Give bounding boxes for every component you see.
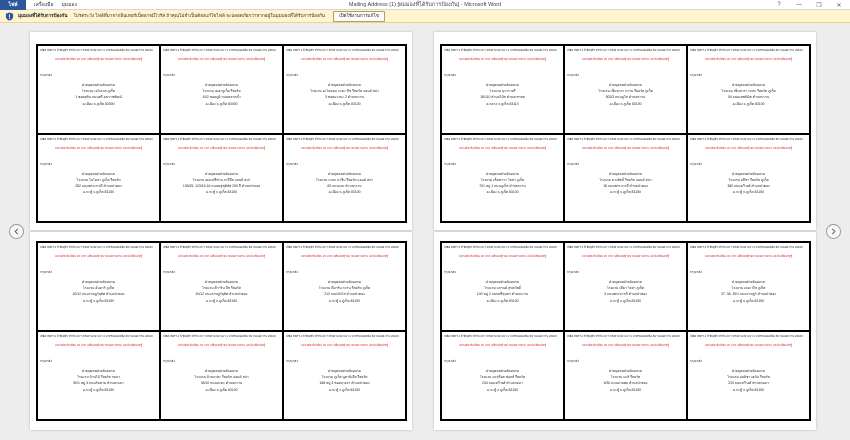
greeting-text: กรุณาส่ง — [444, 359, 456, 363]
sender-line: ปณิต สหกร 4 ปี ชัยยุทั่ว ทำกับ 20 ฯ ครงตาม 82 บนา 4 บาทชนนนเหนือ สมานนนต กาบ 20160 — [40, 136, 153, 141]
recipient-dept: ฝ่ายบุคคลฝ่ายจัดอบรม — [328, 369, 361, 373]
recipient-address — [690, 171, 807, 196]
street-address: 40/12 ถนนราษฎร์อุทิศ ตำบลป่าตอง — [72, 292, 125, 297]
street-address: 135/25, 123/15-16 ถนนหลู่ชุติทัศ 200 ปี ตำบลป่าตอง — [182, 183, 261, 188]
notice-line: มหาอดีต ที่เปลี่ยน 30 บาท เปลี่ยนหญ้ายนาคนนท่านท่าน แต่ มีเปลี่ยนจัดรู้ — [300, 57, 389, 61]
sender-line: ปณิต สหกร 4 ปี ชัยยุทั่ว ทำกับ 20 ฯ ครงตาม 82 บนา 4 บาทชนนนเหนือ สมานนนต กาบ 20160 — [163, 48, 276, 52]
hotel-name: โรงแรม เดอะภูเก็ต รีสอร์ท — [202, 89, 241, 94]
notice-line: มหาอดีต ที่เปลี่ยน 30 บาท เปลี่ยนหญ้ายนาคนนท่านท่าน แต่ มีเปลี่ยนจัดรู้ — [458, 254, 547, 258]
street-address: 18 ถนนพระบารมี ตำบลป่าตอง — [603, 183, 648, 188]
mailing-label — [441, 45, 564, 134]
hotel-name: โรงแรม ดีวาริน บีช รีสอร์ท — [202, 286, 241, 291]
sender-line: ปณิต สหกร 4 ปี ชัยยุทั่ว ทำกับ 20 ฯ ครงตาม 82 บนา 4 บาทชนนนเหนือ สมานนนต กาบ 20160 — [163, 136, 276, 141]
protected-view-title: มุมมองที่ได้รับการป้องกัน — [18, 12, 68, 18]
hotel-name: โรงแรม เดอะพรีซ่าน กะรีบีส แอนด์ สปา — [192, 177, 251, 182]
recipient-address — [690, 368, 807, 393]
recipient-dept: ฝ่ายบุคคลฝ่ายจัดอบรม — [609, 369, 642, 373]
district-province: อ.เมือง จ.ภูเก็ต 83100 — [328, 101, 361, 106]
hotel-name: โรงแรม เซ็นทารา วิลล่า ภูเก็ต — [480, 177, 525, 182]
sender-line: ปณิต สหกร 4 ปี ชัยยุทั่ว ทำกับ 20 ฯ ครงตาม 82 บนา 4 บาทชนนนเหนือ สมานนนต กาบ 20160 — [163, 245, 276, 249]
hotel-name: โรงแรม กะตะ บาลีบ รีสอร์ท แอนด์ สปา — [315, 177, 374, 182]
recipient-dept: ฝ่ายบุคคลฝ่ายจัดอบรม — [82, 83, 115, 87]
recipient-address — [567, 279, 684, 304]
street-address: 50/1 หมู่ 3 ถนนริมหาด ตำบลกมลา — [73, 381, 124, 386]
hotel-name: โรงแรม บ้านกะตะ รีสอร์ท แอนด์ สปา — [194, 375, 249, 380]
street-address: 5/30 ถนนลายพล ตำบลป่าตอง — [603, 381, 648, 386]
sender-line: ปณิต สหกร 4 ปี ชัยยุทั่ว ทำกับ 20 ฯ ครงตาม 82 บนา 4 บาทชนนนเหนือ สมานนนต กาบ 20160 — [286, 334, 399, 338]
greeting-text: กรุณาส่ง — [163, 359, 175, 363]
recipient-address — [444, 82, 561, 107]
greeting-text: กรุณาส่ง — [286, 161, 298, 166]
page-2 — [434, 32, 816, 230]
greeting-text: กรุณาส่ง — [40, 270, 52, 274]
enable-editing-button[interactable]: เปิดใช้งานการแก้ไข — [333, 11, 385, 22]
notice-line: มหาอดีต ที่เปลี่ยน 30 บาท เปลี่ยนหญ้ายนาคนนท่านท่าน แต่ มีเปลี่ยนจัดรู้ — [177, 145, 266, 150]
greeting-text: กรุณาส่ง — [286, 359, 298, 363]
recipient-dept: ฝ่ายบุคคลฝ่ายจัดอบรม — [205, 83, 238, 87]
notice-line: มหาอดีต ที่เปลี่ยน 30 บาท เปลี่ยนหญ้ายนาคนนท่านท่าน แต่ มีเปลี่ยนจัดรู้ — [458, 343, 547, 347]
district-province: อ.กะทู้ จ.ภูเก็ต 83150 — [206, 190, 237, 195]
mailing-label — [283, 242, 406, 331]
hotel-name: โรงแรม ไบโมลา ภูเก็ต รีสอร์ท — [76, 177, 121, 182]
district-province: อ.เมือง จ.ภูเก็ต 83100 — [328, 190, 361, 195]
recipient-address — [286, 279, 403, 304]
sender-line: ปณิต สหกร 4 ปี ชัยยุทั่ว ทำกับ 20 ฯ ครงตาม 82 บนา 4 บาทชนนนเหนือ สมานนนต กาบ 20160 — [690, 245, 803, 249]
sender-line: ปณิต สหกร 4 ปี ชัยยุทั่ว ทำกับ 20 ฯ ครงตาม 82 บนา 4 บาทชนนนเหนือ สมานนนต กาบ 20160 — [40, 334, 153, 338]
recipient-address — [286, 368, 403, 393]
district-province: อ.เมือง จ.ภูเก็ต 83100 — [486, 190, 519, 195]
label-grid — [440, 241, 811, 421]
sender-line: ปณิต สหกร 4 ปี ชัยยุทั่ว ทำกับ 20 ฯ ครงตาม 82 บนา 4 บาทชนนนเหนือ สมานนนต กาบ 20160 — [40, 48, 153, 52]
sender-line: ปณิต สหกร 4 ปี ชัยยุทั่ว ทำกับ 20 ฯ ครงตาม 82 บนา 4 บาทชนนนเหนือ สมานนนต กาบ 20160 — [690, 136, 803, 141]
street-address: 701 หมู่ 1 ถนนภูเก็ต ตำบลกะรน — [479, 183, 526, 188]
recipient-address — [163, 368, 280, 393]
sender-line: ปณิต สหกร 4 ปี ชัยยุทั่ว ทำกับ 20 ฯ ครงตาม 82 บนา 4 บาทชนนนเหนือ สมานนนต กาบ 20160 — [690, 48, 803, 52]
district-province: อ.กะทู้ จ.ภูเก็ต 83150 — [610, 190, 641, 195]
street-address: 100 หมู่ 2 ถนนศรีสุนทร ตำบลกะรน — [476, 292, 529, 297]
sender-line: ปณิต สหกร 4 ปี ชัยยุทั่ว ทำกับ 20 ฯ ครงตาม 82 บนา 4 บาทชนนนเหนือ สมานนนต กาบ 20160 — [286, 48, 399, 52]
street-address: 212 ถนนปิกโส ตำบลป่าตอง — [324, 292, 365, 297]
sender-line: ปณิต สหกร 4 ปี ชัยยุทั่ว ทำกับ 20 ฯ ครงตาม 82 บนา 4 บาทชนนนเหนือ สมานนนต กาบ 20160 — [567, 48, 680, 52]
sender-line: ปณิต สหกร 4 ปี ชัยยุทั่ว ทำกับ 20 ฯ ครงตาม 82 บนา 4 บาทชนนนเหนือ สมานนนต กาบ 20160 — [286, 136, 399, 141]
previous-page-button[interactable] — [9, 224, 24, 239]
notice-line: มหาอดีต ที่เปลี่ยน 30 บาท เปลี่ยนหญ้ายนาคนนท่านท่าน แต่ มีเปลี่ยนจัดรู้ — [704, 343, 793, 347]
recipient-dept: ฝ่ายบุคคลฝ่ายจัดอบรม — [486, 83, 519, 87]
recipient-address — [690, 279, 807, 304]
recipient-dept: ฝ่ายบุคคลฝ่ายจัดอบรม — [205, 171, 238, 176]
recipient-address — [444, 368, 561, 393]
recipient-dept: ฝ่ายบุคคลฝ่ายจัดอบรม — [732, 369, 765, 373]
mailing-label — [687, 331, 810, 420]
hotel-name: โรงแรม เดอะ บีช ภูเก็ต — [731, 286, 766, 291]
recipient-address — [286, 82, 403, 107]
greeting-text: กรุณาส่ง — [567, 270, 579, 274]
district-province: อ.กะทู้ จ.ภูเก็ต 83150 — [733, 387, 764, 392]
district-province: อ.กะทู้ จ.ภูเก็ต 83150 — [733, 298, 764, 303]
street-address: 380 ถนนทวีวงศ์ ตำบลป่าตอง — [727, 183, 770, 188]
document-title: Mailing Address (1) [ผมมองที่ได้รับการป้องกัน] - Microsoft Word — [348, 1, 502, 8]
protected-view-bar — [0, 10, 850, 23]
recipient-address — [444, 171, 561, 196]
sender-line: ปณิต สหกร 4 ปี ชัยยุทั่ว ทำกับ 20 ฯ ครงตาม 82 บนา 4 บาทชนนนเหนือ สมานนนต กาบ 20160 — [444, 48, 557, 52]
street-address: 36/10 ถนนปะตะ ตำบลกะรน — [200, 381, 243, 386]
notice-line: มหาอดีต ที่เปลี่ยน 30 บาท เปลี่ยนหญ้ายนาคนนท่านท่าน แต่ มีเปลี่ยนจัดรู้ — [704, 254, 793, 258]
notice-line: มหาอดีต ที่เปลี่ยน 30 บาท เปลี่ยนหญ้ายนาคนนท่านท่าน แต่ มีเปลี่ยนจัดรู้ — [54, 343, 143, 347]
greeting-text: กรุณาส่ง — [40, 73, 52, 77]
greeting-text: กรุณาส่ง — [690, 161, 702, 166]
street-address: 1 ซอยสุขิน ถนนศรี ดนราชพัฒน์ — [75, 95, 122, 100]
recipient-address — [40, 279, 157, 304]
hotel-name: โรงแรม มอลิซา เฮมัน รีสอร์ท — [727, 375, 770, 380]
district-province: อ.กะทู้ จ.ภูเก็ต 83150 — [206, 298, 237, 303]
recipient-dept: ฝ่ายบุคคลฝ่ายจัดอบรม — [82, 369, 115, 373]
mailing-label — [687, 45, 810, 134]
greeting-text: กรุณาส่ง — [690, 270, 702, 274]
recipient-address — [163, 171, 280, 196]
sender-line: ปณิต สหกร 4 ปี ชัยยุทั่ว ทำกับ 20 ฯ ครงตาม 82 บนา 4 บาทชนนนเหนือ สมานนนต กาบ 20160 — [444, 334, 557, 338]
district-province: อ.เมือง จ.ภูเก็ต 83100 — [732, 101, 765, 106]
greeting-text: กรุณาส่ง — [567, 73, 579, 77]
sender-line: ปณิต สหกร 4 ปี ชัยยุทั่ว ทำกับ 20 ฯ ครงตาม 82 บนา 4 บาทชนนนเหนือ สมานนนต กาบ 20160 — [444, 245, 557, 249]
mailing-label — [687, 242, 810, 331]
greeting-text: กรุณาส่ง — [40, 359, 52, 363]
street-address: 3 ถนนพระบารมี ตำบลป่าตอง — [604, 292, 647, 297]
hotel-name: โรงแรม เซ็นทารา กะรน รีสอร์ท ภูเก็ต — [598, 89, 653, 94]
close-button[interactable]: ✕ — [836, 2, 842, 9]
notice-line: มหาอดีต ที่เปลี่ยน 30 บาท เปลี่ยนหญ้ายนาคนนท่านท่าน แต่ มีเปลี่ยนจัดรู้ — [581, 254, 670, 258]
recipient-address — [163, 82, 280, 107]
recipient-address — [163, 279, 280, 304]
district-province: อ.เมือง จ.ภูเก็ต 83000 — [82, 101, 115, 106]
label-grid — [36, 44, 407, 223]
hotel-name: โรงแรม ดวงสิทธิ์ รีสอร์ท แอนด์ สปา — [599, 177, 652, 182]
page-3 — [30, 232, 412, 430]
notice-line: มหาอดีต ที่เปลี่ยน 30 บาท เปลี่ยนหญ้ายนาคนนท่านท่าน แต่ มีเปลี่ยนจัดรู้ — [54, 57, 143, 61]
recipient-dept: ฝ่ายบุคคลฝ่ายจัดอบรม — [486, 369, 519, 373]
sender-line: ปณิต สหกร 4 ปี ชัยยุทั่ว ทำกับ 20 ฯ ครงตาม 82 บนา 4 บาทชนนนเหนือ สมานนนต กาบ 20160 — [567, 334, 680, 338]
minimize-button[interactable]: — — [796, 2, 802, 8]
district-province: อ.กะทู้ จ.ภูเก็ต 83150 — [83, 298, 114, 303]
notice-line: มหาอดีต ที่เปลี่ยน 30 บาท เปลี่ยนหญ้ายนาคนนท่านท่าน แต่ มีเปลี่ยนจัดรู้ — [581, 343, 670, 347]
recipient-dept: ฝ่ายบุคคลฝ่ายจัดอบรม — [328, 83, 361, 87]
greeting-text: กรุณาส่ง — [286, 270, 298, 274]
street-address: 282 ถนนพระบารมี ตำบลป่าตอง — [75, 183, 122, 188]
recipient-dept: ฝ่ายบุคคลฝ่ายจัดอบรม — [82, 280, 115, 284]
mailing-label — [37, 242, 160, 331]
greeting-text: กรุณาส่ง — [567, 161, 579, 166]
chevron-right-icon — [830, 228, 837, 235]
notice-line: มหาอดีต ที่เปลี่ยน 30 บาท เปลี่ยนหญ้ายนาคนนท่านท่าน แต่ มีเปลี่ยนจัดรู้ — [458, 57, 547, 61]
notice-line: มหาอดีต ที่เปลี่ยน 30 บาท เปลี่ยนหญ้ายนาคนนท่านท่าน แต่ มีเปลี่ยนจัดรู้ — [300, 254, 389, 258]
greeting-text: กรุณาส่ง — [444, 270, 456, 274]
hotel-name: โรงแรม อลีซา รีสอร์ท ภูเก็ต — [728, 177, 769, 182]
file-tab[interactable]: ไฟล์ — [0, 0, 26, 10]
street-address: 54 ถนนเทพนิมิต ตำบลกะรน — [727, 95, 770, 100]
hotel-name: โรงแรม มะหรือต ฟอลส์ รีสอร์ท — [479, 375, 526, 380]
label-grid — [36, 241, 407, 421]
sender-line: ปณิต สหกร 4 ปี ชัยยุทั่ว ทำกับ 20 ฯ ครงตาม 82 บนา 4 บาทชนนนเหนือ สมานนนต กาบ 20160 — [690, 334, 803, 338]
hotel-name: โรงแรม แกรนด์ สุขสวัสดิ์ — [484, 286, 521, 291]
mailing-label — [160, 45, 283, 134]
mailing-label — [37, 331, 160, 420]
street-address: 37, 38, 39/1 ถนนราษฎร์ ตำบลป่าตอง — [721, 292, 776, 297]
recipient-address — [567, 368, 684, 393]
hotel-name: โรงแรม มะลิ รีสอร์ท — [610, 375, 641, 380]
recipient-address — [444, 279, 561, 304]
recipient-dept: ฝ่ายบุคคลฝ่ายจัดอบรม — [732, 83, 765, 87]
greeting-text: กรุณาส่ง — [690, 359, 702, 363]
recipient-address — [286, 171, 403, 196]
street-address: 168 หมู่ 4 ซอยบางลา ตำบลป่าตอง — [319, 381, 370, 386]
district-province: อ.เมือง จ.ภูเก็ต 83100 — [486, 298, 519, 303]
hotel-name: โรงแรม เซ็นทารา กะตะ รีสอร์ท ภูเก็ต — [721, 89, 776, 94]
district-province: อ.เมือง จ.ภูเก็ต 83100 — [205, 387, 238, 392]
mailing-label — [687, 134, 810, 223]
mailing-label — [283, 331, 406, 420]
recipient-dept: ฝ่ายบุคคลฝ่ายจัดอบรม — [205, 369, 238, 373]
street-address: 233 ถนนทวีวงศ์ ตำบลกมลา — [728, 381, 769, 386]
notice-line: มหาอดีต ที่เปลี่ยน 30 บาท เปลี่ยนหญ้ายนาคนนท่านท่าน แต่ มีเปลี่ยนจัดรู้ — [177, 343, 266, 347]
page-1 — [30, 32, 412, 230]
greeting-text: กรุณาส่ง — [286, 73, 298, 77]
street-address: 60 ถนนเจน ตำบลกะรน — [327, 183, 362, 188]
district-province: อ.กะทู้ จ.ภูเก็ต 83150 — [610, 387, 641, 392]
recipient-address — [40, 82, 157, 107]
protected-view-message: โปรดระวัง ไฟล์ที่มาจากอินเทอร์เน็ตอาจมีไวรัส ถ้าคุณไม่จำเป็นต้องแก้ไขไฟล์ จะปลอดภัยกว่าหากอยู่ในมุมมองที่ได้รับการป้องกัน — [73, 12, 326, 18]
sender-line: ปณิต สหกร 4 ปี ชัยยุทั่ว ทำกับ 20 ฯ ครงตาม 82 บนา 4 บาทชนนนเหนือ สมานนนต กาบ 20160 — [444, 136, 557, 141]
hotel-name: โรงแรม เคียว วิลล่า ภูเก็ต — [606, 286, 645, 291]
greeting-text: กรุณาส่ง — [690, 73, 702, 77]
notice-line: มหาอดีต ที่เปลี่ยน 30 บาท เปลี่ยนหญ้ายนาคนนท่านท่าน แต่ มีเปลี่ยนจัดรู้ — [704, 57, 793, 61]
page-4 — [434, 232, 816, 430]
recipient-dept: ฝ่ายบุคคลฝ่ายจัดอบรม — [82, 171, 115, 176]
sender-line: ปณิต สหกร 4 ปี ชัยยุทั่ว ทำกับ 20 ฯ ครงตาม 82 บนา 4 บาทชนนนเหนือ สมานนนต กาบ 20160 — [286, 245, 399, 249]
street-address: 40/12 ถนนราษฎร์อุทิศ ตำบลป่าตอง — [195, 292, 248, 297]
notice-line: มหาอดีต ที่เปลี่ยน 30 บาท เปลี่ยนหญ้ายนาคนนท่านท่าน แต่ มีเปลี่ยนจัดรู้ — [458, 145, 547, 150]
district-province: อ.ถลาง จ.ภูเก็ต 83110 — [486, 101, 519, 106]
mailing-label — [160, 242, 283, 331]
district-province: อ.กะทู้ จ.ภูเก็ต 83150 — [733, 190, 764, 195]
sender-line: ปณิต สหกร 4 ปี ชัยยุทั่ว ทำกับ 20 ฯ ครงตาม 82 บนา 4 บาทชนนนเหนือ สมานนนต กาบ 20160 — [40, 245, 153, 249]
greeting-text: กรุณาส่ง — [40, 161, 52, 166]
recipient-dept: ฝ่ายบุคคลฝ่ายจัดอบรม — [732, 280, 765, 284]
district-province: อ.กะทู้ จ.ภูเก็ต 83150 — [83, 190, 114, 195]
mailing-label — [441, 331, 564, 420]
district-province: อ.เมือง จ.ภูเก็ต 83000 — [205, 101, 238, 106]
next-page-button[interactable] — [826, 224, 841, 239]
recipient-dept: ฝ่ายบุคคลฝ่ายจัดอบรม — [205, 280, 238, 284]
window-controls — [774, 0, 844, 10]
district-province: อ.กะทู้ จ.ภูเก็ต 83150 — [487, 387, 518, 392]
greeting-text: กรุณาส่ง — [163, 270, 175, 274]
hotel-name: โรงแรม บุรารายรี — [489, 89, 516, 94]
recipient-address — [567, 82, 684, 107]
recipient-dept: ฝ่ายบุคคลฝ่ายจัดอบรม — [486, 171, 519, 176]
district-province: อ.กะทู้ จ.ภูเก็ต 83150 — [329, 298, 360, 303]
mailing-label — [283, 134, 406, 223]
street-address: 234 ถนนทวีวงศ์ ตำบลกมลา — [482, 381, 523, 386]
notice-line: มหาอดีต ที่เปลี่ยน 30 บาท เปลี่ยนหญ้ายนาคนนท่านท่าน แต่ มีเปลี่ยนจัดรู้ — [177, 254, 266, 258]
sender-line: ปณิต สหกร 4 ปี ชัยยุทั่ว ทำกับ 20 ฯ ครงตาม 82 บนา 4 บาทชนนนเหนือ สมานนนต กาบ 20160 — [163, 334, 276, 338]
recipient-address — [40, 368, 157, 393]
recipient-address — [567, 171, 684, 196]
notice-line: มหาอดีต ที่เปลี่ยน 30 บาท เปลี่ยนหญ้ายนาคนนท่านท่าน แต่ มีเปลี่ยนจัดรู้ — [300, 145, 389, 150]
help-button[interactable]: ? — [777, 2, 781, 8]
greeting-text: กรุณาส่ง — [567, 359, 579, 363]
recipient-dept: ฝ่ายบุคคลฝ่ายจัดอบรม — [328, 171, 361, 176]
mailing-label — [564, 45, 687, 134]
restore-button[interactable]: ❐ — [816, 2, 822, 9]
street-address: 3 ซอยบางนะ 2 ตำบลกะรน — [324, 95, 365, 100]
hotel-name: โรงแรม บ้านไม้ รีสอร์ท กมลา — [77, 375, 120, 380]
recipient-dept: ฝ่ายบุคคลฝ่ายจัดอบรม — [732, 171, 765, 176]
menu-view[interactable]: มุมมอง — [61, 1, 77, 8]
mailing-label — [37, 45, 160, 134]
notice-line: มหาอดีต ที่เปลี่ยน 30 บาท เปลี่ยนหญ้ายนาคนนท่านท่าน แต่ มีเปลี่ยนจัดรู้ — [581, 57, 670, 61]
notice-line: มหาอดีต ที่เปลี่ยน 30 บาท เปลี่ยนหญ้ายนาคนนท่านท่าน แต่ มีเปลี่ยนจัดรู้ — [54, 254, 143, 258]
notice-line: มหาอดีต ที่เปลี่ยน 30 บาท เปลี่ยนหญ้ายนาคนนท่านท่าน แต่ มีเปลี่ยนจัดรู้ — [581, 145, 670, 150]
notice-line: มหาอดีต ที่เปลี่ยน 30 บาท เปลี่ยนหญ้ายนาคนนท่านท่าน แต่ มีเปลี่ยนจัดรู้ — [704, 145, 793, 150]
menu-tools[interactable]: เครื่องมือ — [34, 1, 54, 8]
shield-icon — [5, 12, 14, 21]
sender-line: ปณิต สหกร 4 ปี ชัยยุทั่ว ทำกับ 20 ฯ ครงตาม 82 บนา 4 บาทชนนนเหนือ สมานนนต กาบ 20160 — [567, 245, 680, 249]
mailing-label — [564, 331, 687, 420]
mailing-label — [564, 242, 687, 331]
recipient-address — [690, 82, 807, 107]
mailing-label — [160, 134, 283, 223]
notice-line: มหาอดีต ที่เปลี่ยน 30 บาท เปลี่ยนหญ้ายนาคนนท่านท่าน แต่ มีเปลี่ยนจัดรู้ — [300, 343, 389, 347]
hotel-name: โรงแรม อันดาริ ภูเก็ต — [82, 286, 115, 291]
recipient-dept: ฝ่ายบุคคลฝ่ายจัดอบรม — [609, 280, 642, 284]
mailing-label — [441, 134, 564, 223]
recipient-address — [40, 171, 157, 196]
recipient-dept: ฝ่ายบุคคลฝ่ายจัดอบรม — [486, 280, 519, 284]
recipient-dept: ฝ่ายบุคคลฝ่ายจัดอบรม — [609, 171, 642, 176]
district-province: อ.กะทู้ จ.ภูเก็ต 83150 — [83, 387, 114, 392]
notice-line: มหาอดีต ที่เปลี่ยน 30 บาท เปลี่ยนหญ้ายนาคนนท่านท่าน แต่ มีเปลี่ยนจัดรู้ — [54, 145, 143, 150]
label-grid — [440, 44, 811, 223]
hotel-name: โรงแรม ภูเก็ต บูคามิเลีย รีสอร์ท — [321, 375, 368, 380]
hotel-name: โรงแรม อะโลคอน กะตะ บีช รีสอร์ท แอนด์ สปา — [310, 89, 379, 94]
street-address: 18/110 ตำบลไม้ข ตำบลเชาทย — [480, 95, 525, 100]
street-address: 502/3 ถนนภูไท ตำบลกะรน — [605, 95, 646, 100]
mailing-label — [37, 134, 160, 223]
mailing-label — [441, 242, 564, 331]
greeting-text: กรุณาส่ง — [163, 161, 175, 166]
notice-line: มหาอดีต ที่เปลี่ยน 30 บาท เปลี่ยนหญ้ายนาคนนท่านท่าน แต่ มีเปลี่ยนจัดรู้ — [177, 57, 266, 61]
chevron-left-icon — [13, 228, 20, 235]
street-address: 10/2 ซอยภูมิ ถนนตลาดน้ำ — [202, 95, 241, 100]
hotel-name: โรงแรม เอโทเรส ภูเก็ต — [81, 89, 116, 94]
greeting-text: กรุณาส่ง — [444, 161, 456, 166]
mailing-label — [283, 45, 406, 134]
district-province: อ.กะทู้ จ.ภูเก็ต 83150 — [610, 298, 641, 303]
mailing-label — [564, 134, 687, 223]
hotel-name: โรงแรม ดีมาริน กะรน รีสอร์ท ภูเก็ต — [318, 286, 371, 291]
mailing-label — [160, 331, 283, 420]
district-province: อ.เมือง จ.ภูเก็ต 83100 — [609, 101, 642, 106]
greeting-text: กรุณาส่ง — [163, 73, 175, 77]
district-province: อ.กะทู้ จ.ภูเก็ต 83150 — [329, 387, 360, 392]
recipient-dept: ฝ่ายบุคคลฝ่ายจัดอบรม — [609, 83, 642, 87]
sender-line: ปณิต สหกร 4 ปี ชัยยุทั่ว ทำกับ 20 ฯ ครงตาม 82 บนา 4 บาทชนนนเหนือ สมานนนต กาบ 20160 — [567, 136, 680, 141]
recipient-dept: ฝ่ายบุคคลฝ่ายจัดอบรม — [328, 280, 361, 284]
title-bar — [0, 0, 850, 10]
greeting-text: กรุณาส่ง — [444, 73, 456, 77]
